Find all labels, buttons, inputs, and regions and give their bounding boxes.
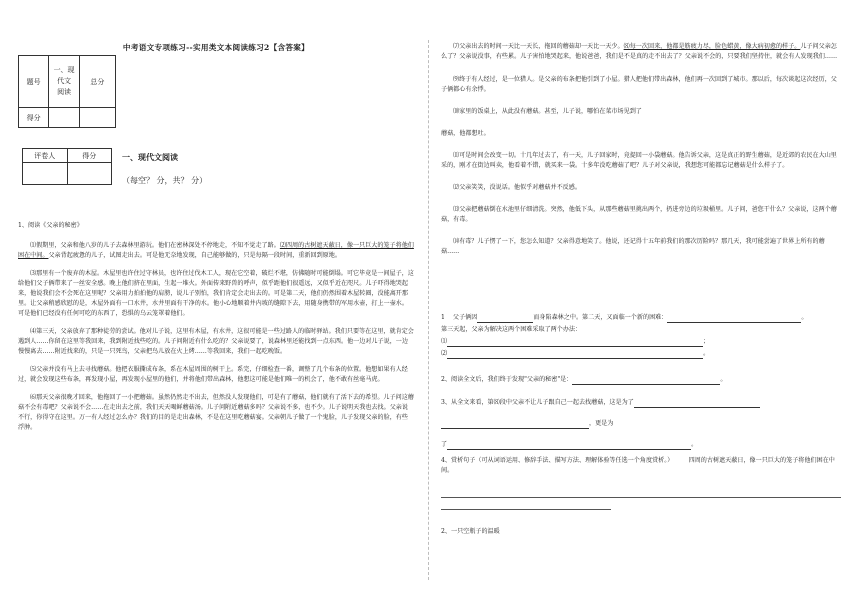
section-subtitle: （每空？ 分，共？ 分）: [122, 176, 208, 185]
question-1: [441, 313, 841, 359]
answer-line[interactable]: [441, 509, 611, 510]
score-cell[interactable]: [79, 108, 115, 128]
paragraph-8-continued: 蘑菇，他都想吐。: [441, 130, 490, 137]
question-2: [441, 375, 841, 385]
reading-passage-left: [18, 221, 414, 433]
score-col-section: [49, 56, 80, 108]
question-4-line: [441, 456, 841, 476]
reading-heading: 1、阅读《父亲的秘密》: [18, 222, 83, 229]
question-text: 3、从全文来看，第⑻段中父亲不让儿子跟自己一起去找蘑菇，这是为了: [441, 399, 634, 406]
question-1-option: ⑴ ；: [441, 338, 710, 345]
score-col-section-line: 阅读: [57, 88, 72, 96]
section-title: 一、现代文阅读: [122, 152, 178, 162]
answer-blank[interactable]: [447, 442, 691, 450]
question-text: 4、赏析句子（可从词语运用、修辞手法、描写方法、理解体验等任选一个角度赏析。）: [441, 457, 671, 464]
grader-table: [22, 148, 112, 185]
score-table: [18, 55, 116, 128]
question-3-line: [441, 398, 841, 408]
question-text: ⑵: [441, 350, 448, 357]
answer-blank[interactable]: [441, 421, 589, 429]
next-reading-heading: 2、一只空瓶子的温暖: [441, 528, 500, 535]
paragraph-text: 儿子问父亲怎么了？父亲说没事，有些累。儿子害怕地哭起来，他说爸爸，我们是不是真的走不出去了？父亲说不会的，只要我们坚持住，就会有人发现我们……: [441, 43, 838, 60]
question-text: 1 父子俩因: [441, 314, 478, 321]
paragraph-2: ⑶那里有一个废弃的木屋。木屋里也许住过守林员，也许住过伐木工人，现在它空着，破烂不堪，仿佛随时可能倒塌。可它毕竟是一间屋子，这给他们父子俩带来了一丝安全感。晚上他们挤在里面，生起一堆火。外面传来野兽的呼声，似乎距他们很遥远，又似乎近在咫尺。儿子吓得地哭起来，他说我们会不会死在这里呢？父亲用力拍拍他的肩膀，说儿子别怕，我们肯定会走出去的。可是第二天，他们仍然围着木屋转圈，没能离开那里。让父亲稍感欣慰的是，木屋外面有一口水井，水井里面有干净的水。他小心地顺着井内坡的缝隙下去，用随身携带的军用水壶，打上一壶水。可是他们已经没有任何可吃的东西了，恐惧的乌云笼罩着他们。: [18, 270, 414, 317]
quoted-sentence: 四周的古树遮天蔽日，像一只巨大的笼子将他们困在中间。: [441, 457, 835, 474]
answer-blank[interactable]: [447, 339, 703, 347]
question-3-line3: 了 。: [441, 441, 698, 448]
grader-cell[interactable]: [67, 163, 112, 185]
paragraph-6: [441, 42, 841, 62]
underlined-sentence: ⑵四周的古树遮天蔽日，像一只巨大的笼子将他们困在中间。: [18, 242, 414, 259]
paragraph-text: 父亲背起疲惫的儿子，试图走出去。可是他无奈地发现，自己能够做的，只是每隔一段时间，重新回到原地。: [48, 252, 341, 259]
paragraph-12: ⒁有毒？儿子愣了一下，您怎么知道？父亲得意地笑了。他说，还记得十五年前我们的那次历险吗？那几天，我可能尝遍了世界上所有的蘑菇……: [441, 238, 825, 255]
answer-blank[interactable]: [572, 377, 720, 385]
question-3-line2: [441, 419, 841, 429]
paragraph-5: ⑹那天父亲很晚才回来，他拖回了一小把蘑菇。虽然仍然走不出去，但然没人发现他们，可是有了蘑菇，他们就有了活下去的希望。儿子问这蘑菇不会有毒吧？父亲说不会……在走出去之前，我们天天喝鲜蘑菇汤。儿子问附近蘑菇多吗？父亲说不多，也不少。儿子说明天我也去找。父亲说不行，你得守在这里。万一有人经过怎么办？我们的目的是走出森林，不是在这里吃蘑菇宴。父亲朝儿子做了一个鬼脸，儿子发现父亲的脸，有些浮肿。: [18, 394, 414, 431]
paragraph-9: ⑾可是时间会改变一切。十几年过去了，有一天，儿子回家时，竟提回一小袋蘑菇。他告诉父亲，这是真正的野生蘑菇，是近郊的农民在大山里采的，刚才在街边叫卖，他看着不错，就买来一袋。十多年没吃蘑菇了吧？儿子对父亲说，我想您可能都忘记蘑菇是什么样子了。: [441, 152, 837, 169]
question-2-line: 2、阅读全文后，我们终于发现"父亲的秘密"是： 。: [441, 376, 727, 383]
paragraph-1: [18, 241, 414, 261]
question-text: 了: [441, 441, 448, 448]
paragraph-text: ⑴假期里，父亲和他八岁的儿子去森林里游玩。他们在密林深处不停地走，不知不觉走了路。: [30, 242, 280, 249]
score-row-label: 得分: [19, 108, 49, 128]
question-1-option: ⑵ 。: [441, 350, 710, 357]
score-cell[interactable]: [49, 108, 80, 128]
paragraph-4: ⑸父亲并没有马上去寻找蘑菇。他把衣服撕成布条，系在木屋周围的树干上。系完，仔细检查一番，调整了几个布条的位置。他想如果有人经过，就会发现这些布条，再发现小屋，再发现小屋里的他们，并将他们带出森林，他想这可能是他们唯一的机会了，他不敢有丝毫马虎。: [18, 366, 408, 383]
grader-score-header: 得分: [67, 149, 112, 163]
grader-header: 评卷人: [23, 149, 68, 163]
question-text: ⑴: [441, 338, 448, 345]
answer-blank[interactable]: [447, 351, 703, 359]
question-3: [441, 398, 841, 450]
paragraph-11: ⒀父亲把蘑菇倒在水池里仔细清洗。突然，他低下头，从那些蘑菇里挑出两个，扔进旁边的垃圾桶里。儿子问，爸您干什么？父亲说，这两个蘑菇，有毒。: [441, 206, 837, 223]
question-1-line2: 第三天起，父亲为解决这两个困难采取了两个办法：: [441, 326, 582, 333]
paragraph-text: ⑺父亲出去的时间一天比一天长，拖回的蘑菇却一天比一天少。: [453, 43, 624, 50]
score-col-section-line: 代文: [57, 77, 72, 85]
answer-blank[interactable]: [477, 315, 533, 323]
score-col-number: 题号: [19, 56, 49, 108]
answer-blank[interactable]: [634, 400, 760, 408]
score-col-total: 总分: [79, 56, 115, 108]
question-1-line: [441, 313, 841, 323]
grader-cell[interactable]: [23, 163, 68, 185]
reading-passage-right: [441, 42, 841, 257]
question-text: ，更是为: [589, 420, 614, 427]
question-4: [441, 456, 841, 476]
underlined-sentence: ⑻每一次回来，他都是筋疲力尽，脸色蜡黄，像大病初愈的样子。: [623, 43, 801, 50]
column-divider: [428, 40, 429, 580]
paragraph-10: ⑿父亲笑笑，没说话。他似乎对蘑菇并不反感。: [453, 184, 581, 191]
question-text: 而身陷森林之中。第二天，又面临一个新的困难：: [533, 314, 668, 321]
paragraph-3: ⑷第三天，父亲放弃了那种徒劳的尝试。他对儿子说，这里有木屋，有水井，这很可能是一些过路人的临时驿站。我们只要等在这里，就肯定会遇到人……你留在这里等我回来，我到附近找些吃的。儿子问附近有什么吃的？父亲说要了，说森林里还能找到一点东西。他一边对儿子说，一边慢慢离去……附近找来的，只是一只死鸟，父亲把鸟儿放在火上烤……等我回来，我们一起吃晚饭。: [18, 328, 414, 355]
paragraph-7: ⑼终于有人经过，是一位猎人。是父亲的布条把他引到了小屋。猎人把他们带出森林，他们再一次回到了城市。那以后，每次谈起这次经历，父子俩都心有余悸。: [441, 76, 837, 93]
document-title: 中考语文专项练习--实用类文本阅读练习2【含答案】: [122, 43, 310, 52]
answer-line[interactable]: [441, 497, 841, 498]
paragraph-8: ⑽家里的饭桌上，从此没有蘑菇。甚至，儿子说，哪怕在菜市场见到了: [453, 108, 642, 115]
score-col-section-line: 一、现: [53, 66, 75, 74]
question-text: 2、阅读全文后，我们终于发现"父亲的秘密"是：: [441, 376, 573, 383]
answer-blank[interactable]: [667, 315, 801, 323]
question-text: 。: [801, 314, 808, 321]
